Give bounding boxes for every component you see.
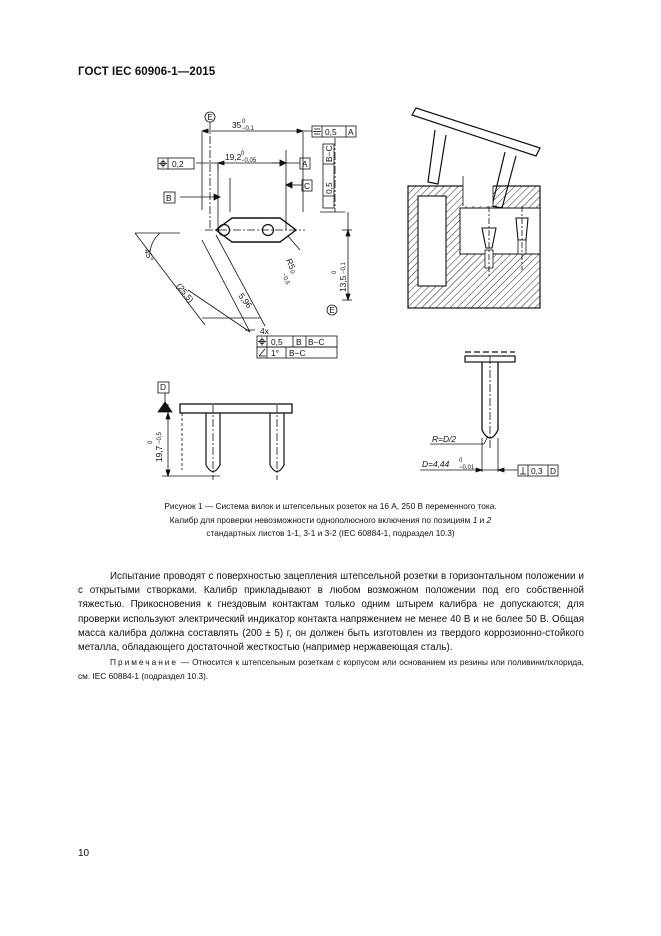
tol-sym-datum: A <box>348 127 354 137</box>
dim-19-2-tol-up: 0 <box>241 151 245 157</box>
frame-perp-value: 0,3 <box>531 466 543 476</box>
dim-d-tol-up: 0 <box>459 458 463 464</box>
page-number: 10 <box>78 848 90 859</box>
document-header: ГОСТ IEC 60906-1—2015 <box>78 66 216 78</box>
dim-d: D=4,44 <box>422 459 450 469</box>
dim-5-96: 5,96 <box>236 291 255 311</box>
gauge-outline <box>216 218 296 242</box>
dim-r5-tol-up: 0 <box>288 269 295 275</box>
technical-drawing <box>120 100 560 497</box>
figure-caption <box>100 500 561 541</box>
dim-19-7: 19,7 <box>154 445 164 462</box>
body-paragraph: Испытание проводят с поверхностью зацепления штепсельной розетки в горизонтальном положении и с открытыми створками. Калибр прикладывают в любом возможном положении под его собственной тяжестью. Прикосновения к гнездовым контактам только одним штырем калибра не допускаются; для проверки используют электрический индикатор контакта напряжением не менее 40 В и не более 50 В. Общая масса калибра должна составлять (200 ± 5) г, он должен быть изготовлен из твердого коррозионно-стойкого металла, обладающего достаточной жесткостью (например нержавеющая сталь). <box>78 571 584 654</box>
frame-ang-value: 1° <box>271 348 280 358</box>
dim-45-deg: 45° <box>142 247 156 263</box>
frame-pos-value: 0,5 <box>271 337 283 347</box>
dim-13-5-tol-up: 0 <box>332 270 338 274</box>
dim-19-2: 19,2 <box>225 152 242 162</box>
tol-pos-value: 0,2 <box>172 159 184 169</box>
frame-pos-datum: B <box>296 337 302 347</box>
frame-pos-ref: B−C <box>308 337 325 347</box>
drawing-svg <box>120 100 560 492</box>
pin-detail-view <box>420 352 518 472</box>
datum-e-bottom-label: E <box>329 305 335 315</box>
frame-ang-ref: B−C <box>289 348 306 358</box>
note-text: — Относится к штепсельным розеткам с корпусом или основанием из резины или поливинилхлорида, см. IEC 60884-1 (подраздел 10.3). <box>78 657 584 681</box>
note-paragraph <box>78 655 584 683</box>
datum-a-label: A <box>302 159 308 169</box>
dim-35: 35 <box>232 120 242 130</box>
gauge-side-view <box>158 393 292 480</box>
caption-line-2: Калибр для проверки невозможности однополюсного включения по позициям 1 и 2 <box>169 514 492 525</box>
dim-13-5: 13,5 <box>338 275 348 292</box>
dim-35-tol-up: 0 <box>242 119 246 125</box>
datum-c-label: C <box>304 181 311 191</box>
dim-25-5: (25,5) <box>174 281 196 305</box>
caption-line-1: Рисунок 1 — Система вилок и штепсельных розеток на 16 А, 250 В переменного тока. <box>164 501 497 511</box>
tol-sym-bc-value: 0,5 <box>324 182 334 194</box>
dim-19-7-tol-dn: −0,5 <box>157 432 163 444</box>
datum-b-label: B <box>166 193 172 203</box>
caption-line-3: стандартных листов 1-1, 3-1 и 3-2 (IEC 60884-1, подраздел 10.3) <box>206 528 455 538</box>
socket-section-view <box>408 108 540 308</box>
dim-r5: R5 <box>284 257 298 271</box>
datum-e-top-label: E <box>207 112 213 122</box>
dim-19-2-tol-dn: −0,05 <box>241 158 257 164</box>
note-label: Примечание <box>110 657 179 667</box>
count-4x: 4x <box>260 326 269 336</box>
frame-perp-datum: D <box>550 466 557 476</box>
dim-19-7-tol-up: 0 <box>148 440 154 444</box>
tol-sym-bc-ref: B−C <box>324 145 334 162</box>
dim-d-tol-dn: −0,01 <box>459 465 475 471</box>
dim-13-5-tol-dn: −0,1 <box>341 262 347 274</box>
datum-d-label: D <box>160 382 167 392</box>
tol-sym-value: 0,5 <box>325 127 337 137</box>
dim-35-tol-dn: −0,1 <box>242 126 254 132</box>
dim-r5-tol-dn: −0,5 <box>280 272 291 286</box>
dim-r-d2: R=D/2 <box>432 434 456 444</box>
